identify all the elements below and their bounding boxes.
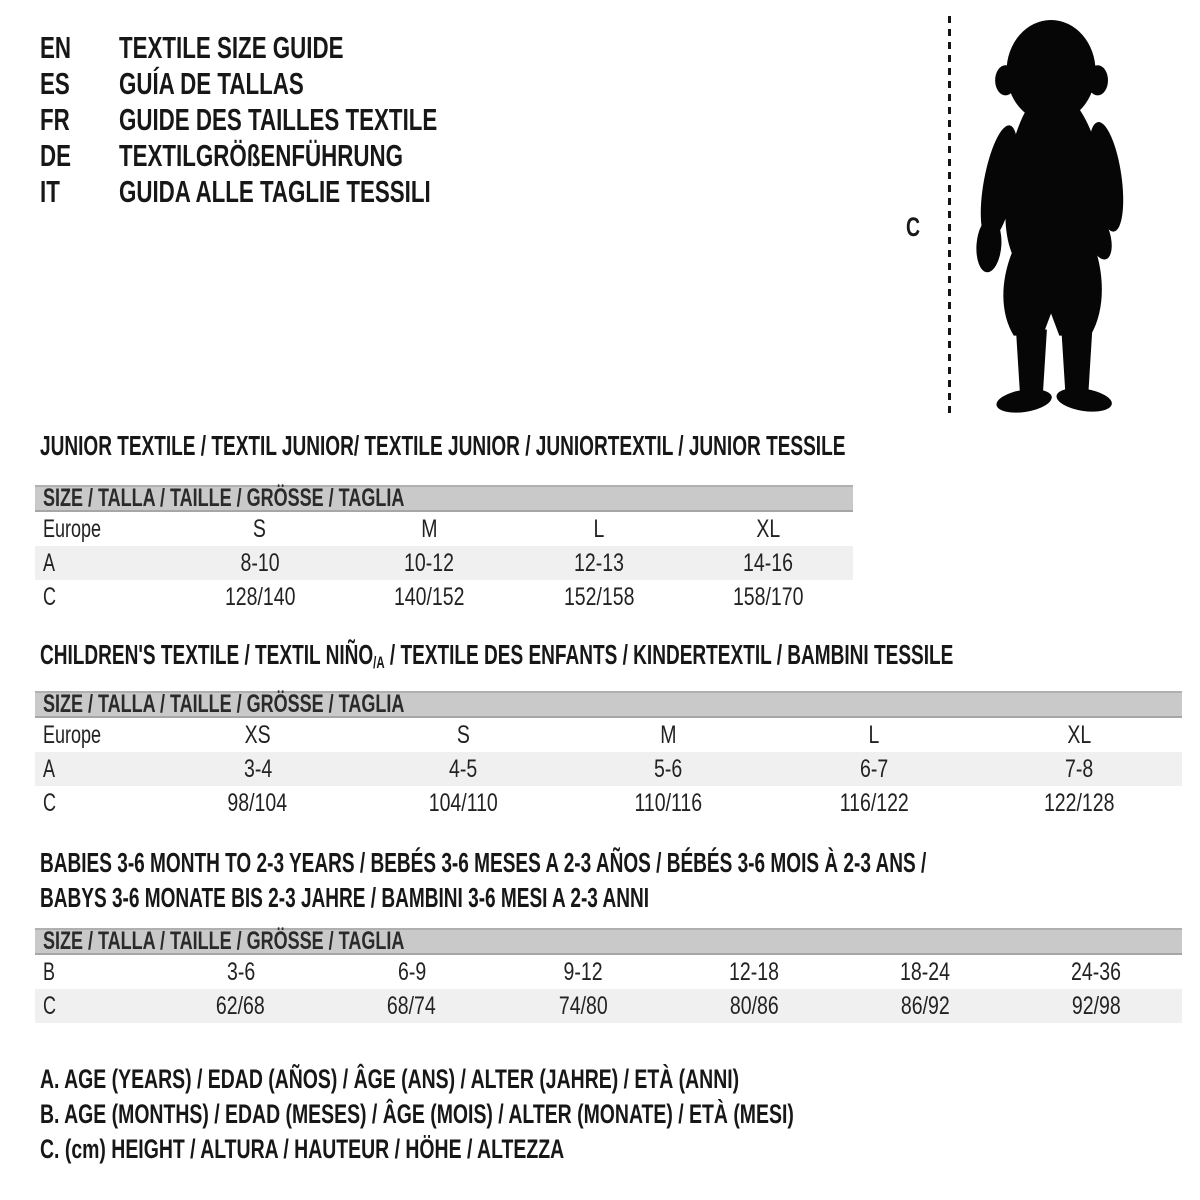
months-cell: 12-18 (729, 957, 780, 986)
height-cell: 152/158 (563, 582, 634, 611)
size-cell: M (660, 720, 677, 749)
language-row-de (40, 138, 403, 174)
language-row-en (40, 30, 344, 66)
size-cell: XS (244, 720, 271, 749)
children-table-title: CHILDREN'S TEXTILE / TEXTIL NIÑO/A / TEXTILE DES ENFANTS / KINDERTEXTIL / BAMBINI TESSILE (40, 639, 954, 672)
table-row-age (35, 752, 1182, 786)
height-cell: 80/86 (729, 991, 779, 1020)
height-measure-label: C (906, 212, 921, 242)
height-cell: 158/170 (733, 582, 804, 611)
months-cell: 6-9 (397, 957, 426, 986)
size-header-bar (35, 485, 853, 512)
height-cell: 140/152 (394, 582, 465, 611)
size-header-label: SIZE / TALLA / TAILLE / GRÖSSE / TAGLIA (43, 484, 405, 512)
height-cell: 68/74 (387, 991, 437, 1020)
height-cell: 110/116 (634, 788, 703, 817)
size-cell: S (456, 720, 470, 749)
height-dashed-line (948, 16, 951, 416)
size-header-bar (35, 691, 1182, 718)
table-row-height (35, 786, 1182, 820)
size-header-label: SIZE / TALLA / TAILLE / GRÖSSE / TAGLIA (43, 927, 405, 955)
row-label: Europe (43, 720, 102, 749)
guide-title-es: GUÍA DE TALLAS (119, 66, 304, 101)
table-row-europe (35, 718, 1182, 752)
table-row-height (35, 580, 853, 614)
guide-title-it: GUIDA ALLE TAGLIE TESSILI (119, 174, 431, 209)
table-row-months (35, 955, 1182, 989)
age-cell: 5-6 (654, 754, 683, 783)
age-cell: 14-16 (743, 548, 794, 577)
height-cell: 74/80 (558, 991, 608, 1020)
age-cell: 3-4 (243, 754, 272, 783)
size-cell: L (593, 514, 605, 543)
size-cell: XL (1067, 720, 1092, 749)
row-label: A (43, 754, 56, 783)
table-row-europe (35, 512, 853, 546)
size-cell: L (868, 720, 880, 749)
babies-table-title-line2: BABYS 3-6 MONATE BIS 2-3 JAHRE / BAMBINI 3-6 MESI A 2-3 ANNI (40, 882, 650, 913)
age-cell: 6-7 (859, 754, 888, 783)
months-cell: 24-36 (1071, 957, 1122, 986)
nino-a-subscript: /A (373, 653, 385, 672)
size-header-bar (35, 928, 1182, 955)
children-size-table (35, 691, 1182, 820)
height-cell: 92/98 (1072, 991, 1121, 1020)
height-cell: 128/140 (224, 582, 295, 611)
babies-table-title-line1: BABIES 3-6 MONTH TO 2-3 YEARS / BEBÉS 3-6 MESES A 2-3 AÑOS / BÉBÉS 3-6 MOIS À 2-3 ANS / (40, 847, 927, 878)
guide-title-en: TEXTILE SIZE GUIDE (119, 30, 344, 65)
size-cell: S (253, 514, 267, 543)
age-cell: 7-8 (1065, 754, 1094, 783)
row-label: B (43, 957, 56, 986)
row-label: C (43, 788, 57, 817)
row-label: C (43, 991, 57, 1020)
height-cell: 62/68 (216, 991, 265, 1020)
language-code: IT (40, 174, 60, 209)
height-cell: 122/128 (1044, 788, 1115, 817)
guide-title-fr: GUIDE DES TAILLES TEXTILE (119, 102, 438, 137)
language-title-list (40, 30, 438, 210)
language-code: FR (40, 102, 70, 137)
height-cell: 104/110 (428, 788, 498, 817)
height-cell: 86/92 (900, 991, 950, 1020)
language-code: ES (40, 66, 70, 101)
babies-size-table (35, 928, 1182, 1023)
language-code: DE (40, 138, 72, 173)
height-figure (890, 0, 1200, 440)
size-cell: M (421, 514, 438, 543)
age-cell: 10-12 (404, 548, 455, 577)
measurement-legend (40, 1062, 1200, 1167)
legend-age-months: B. AGE (MONTHS) / EDAD (MESES) / ÂGE (MOIS) / ALTER (MONATE) / ETÀ (MESI) (40, 1099, 794, 1129)
guide-title-de: TEXTILGRÖßENFÜHRUNG (119, 138, 403, 173)
age-cell: 12-13 (573, 548, 624, 577)
months-cell: 9-12 (563, 957, 603, 986)
height-cell: 98/104 (227, 788, 288, 817)
language-code: EN (40, 30, 72, 65)
row-label: Europe (43, 514, 102, 543)
table-row-height (35, 989, 1182, 1023)
legend-age-years: A. AGE (YEARS) / EDAD (AÑOS) / ÂGE (ANS) / ALTER (JAHRE) / ETÀ (ANNI) (40, 1064, 740, 1094)
months-cell: 18-24 (900, 957, 951, 986)
size-header-label: SIZE / TALLA / TAILLE / GRÖSSE / TAGLIA (43, 690, 405, 718)
junior-size-table (35, 485, 853, 614)
toddler-silhouette (962, 14, 1138, 416)
age-cell: 4-5 (448, 754, 478, 783)
language-row-es (40, 66, 304, 102)
height-cell: 116/122 (839, 788, 909, 817)
months-cell: 3-6 (226, 957, 255, 986)
language-row-it (40, 174, 431, 210)
table-row-age (35, 546, 853, 580)
language-row-fr (40, 102, 438, 138)
junior-table-title: JUNIOR TEXTILE / TEXTIL JUNIOR/ TEXTILE JUNIOR / JUNIORTEXTIL / JUNIOR TESSILE (40, 430, 846, 461)
row-label: A (43, 548, 56, 577)
size-cell: XL (756, 514, 781, 543)
legend-height-cm: C. (cm) HEIGHT / ALTURA / HAUTEUR / HÖHE / ALTEZZA (40, 1134, 565, 1164)
row-label: C (43, 582, 57, 611)
age-cell: 8-10 (240, 548, 280, 577)
